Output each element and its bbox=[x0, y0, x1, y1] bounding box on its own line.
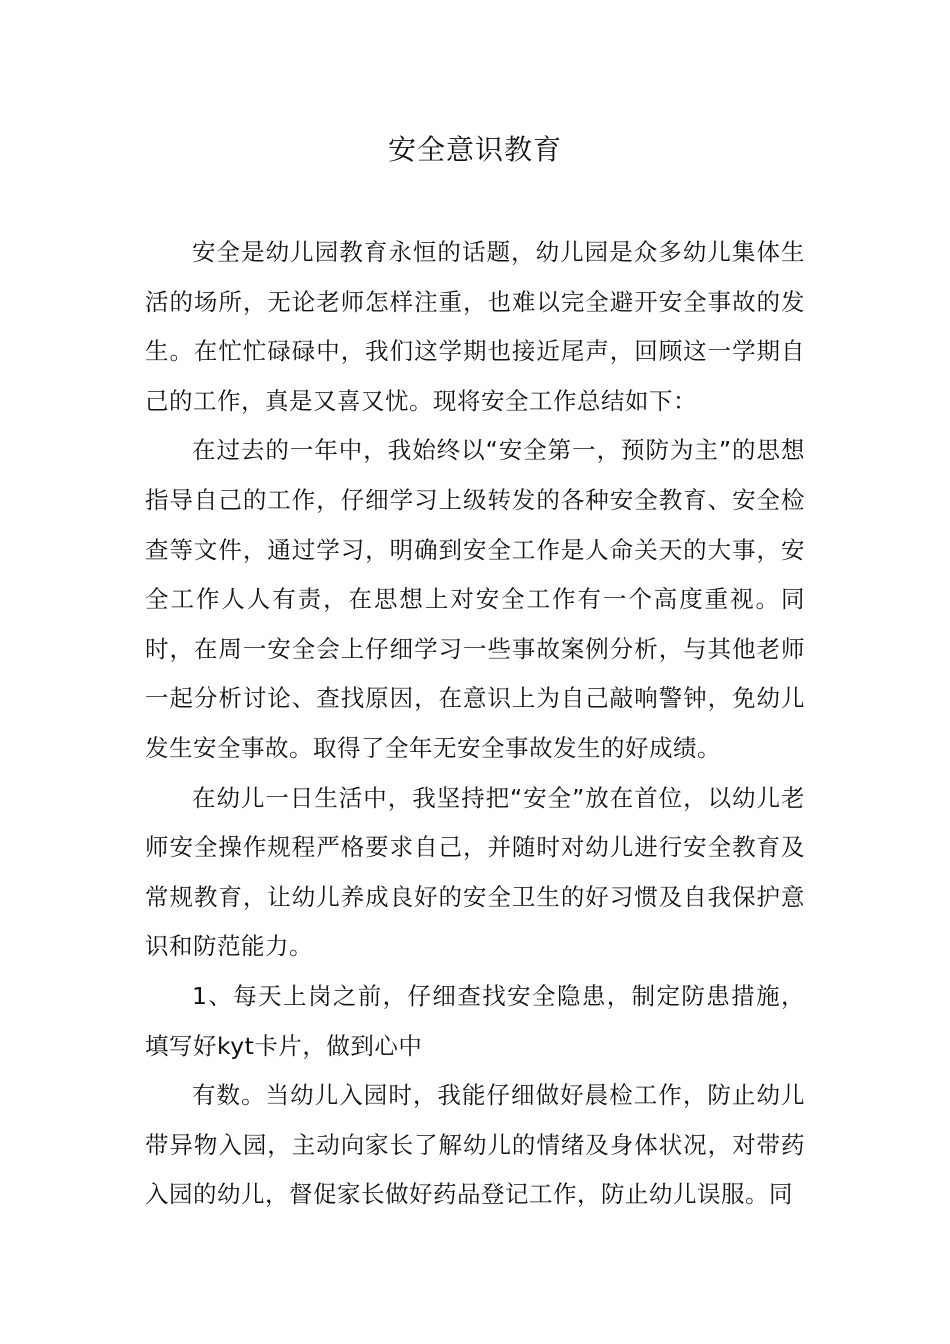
paragraph-4: 1、每天上岗之前，仔细查找安全隐患，制定防患措施，填写好kyt卡片，做到心中 bbox=[145, 981, 805, 1060]
paragraph-2: 在过去的一年中，我始终以“安全第一，预防为主”的思想指导自己的工作，仔细学习上级转发的各种安全教育、安全检查等文件，通过学习，明确到安全工作是人命关天的大事，安全工作人人有责，在思想上对安全工作有一个高度重视。同时，在周一安全会上仔细学习一些事故案例分析，与其他老师一起分析讨论、查找原因，在意识上为自己敲响警钟，免幼儿发生安全事故。取得了全年无安全事故发生的好成绩。 bbox=[145, 436, 805, 762]
document-body bbox=[145, 228, 805, 1220]
paragraph-1: 安全是幼儿园教育永恒的话题，幼儿园是众多幼儿集体生活的场所，无论老师怎样注重，也难以完全避开安全事故的发生。在忙忙碌碌中，我们这学期也接近尾声，回顾这一学期自己的工作，真是又喜又忧。现将安全工作总结如下： bbox=[145, 238, 805, 415]
paragraph-5: 有数。当幼儿入园时，我能仔细做好晨检工作，防止幼儿带异物入园，主动向家长了解幼儿的情绪及身体状况，对带药入园的幼儿，督促家长做好药品登记工作，防止幼儿误服。同 bbox=[145, 1081, 805, 1209]
paragraph-3: 在幼儿一日生活中，我坚持把“安全”放在首位，以幼儿老师安全操作规程严格要求自己，并随时对幼儿进行安全教育及常规教育，让幼儿养成良好的安全卫生的好习惯及自我保护意识和防范能力。 bbox=[145, 783, 805, 961]
document-title: 安全意识教育 bbox=[387, 133, 562, 166]
